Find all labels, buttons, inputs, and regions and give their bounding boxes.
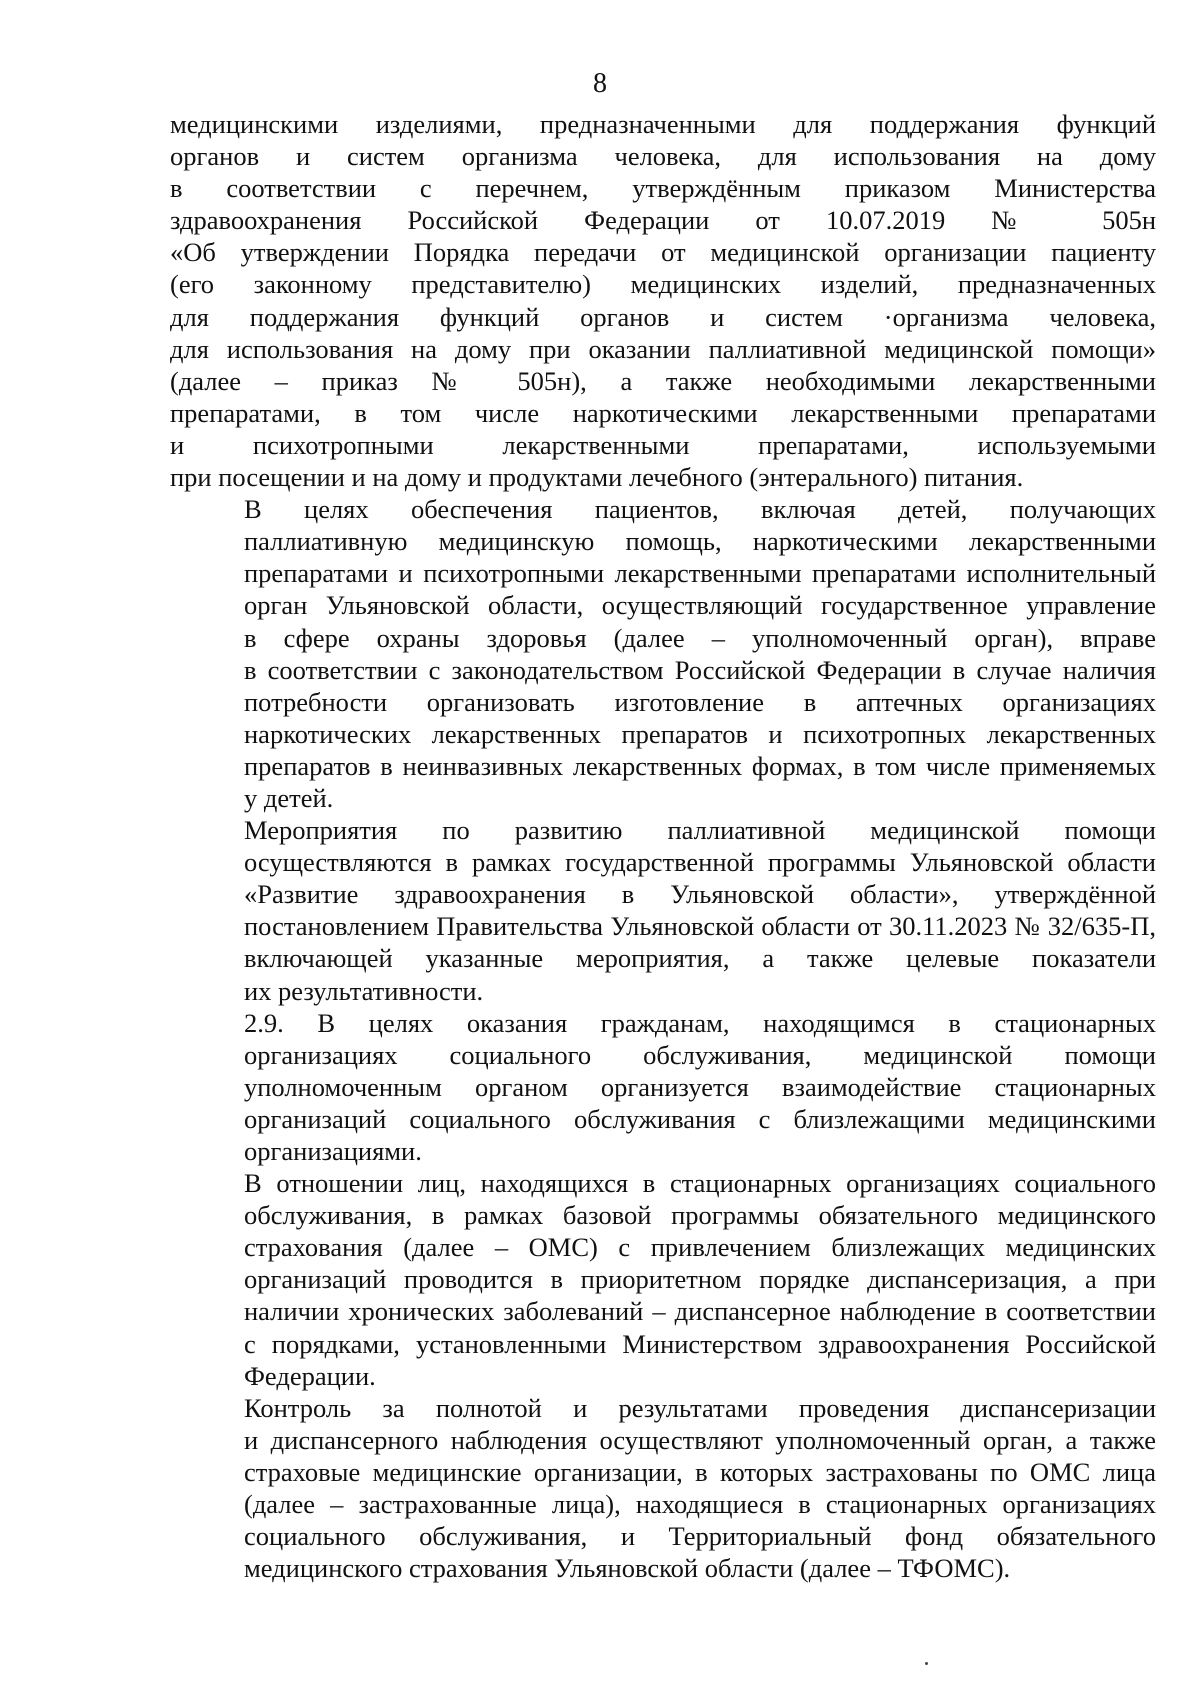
text-line: потребности организовать изготовление в аптечных организациях xyxy=(244,686,1156,717)
text-line: орган Ульяновской области, осуществляющий государственное управление xyxy=(244,590,1156,621)
paragraph xyxy=(170,1007,1156,1167)
text-line: препаратами, в том числе наркотическими лекарственными препаратами xyxy=(170,397,1156,428)
text-line: страхования (далее – ОМС) с привлечением близлежащих медицинских xyxy=(244,1232,1156,1263)
paragraph xyxy=(170,493,1156,814)
text-line: в соответствии с законодательством Российской Федерации в случае наличия xyxy=(244,654,1156,685)
paragraph xyxy=(170,1392,1156,1585)
text-line: осуществляются в рамках государственной программы Ульяновской области xyxy=(244,847,1156,878)
document-body xyxy=(170,108,1156,1584)
text-line: у детей. xyxy=(244,782,334,813)
text-line: «Об утверждении Порядка передачи от медицинской организации пациенту xyxy=(170,237,1156,268)
text-line: Контроль за полнотой и результатами проведения диспансеризации xyxy=(244,1392,1156,1423)
text-line: «Развитие здравоохранения в Ульяновской области», утверждённой xyxy=(244,879,1156,910)
text-line: включающей указанные мероприятия, а также целевые показатели xyxy=(244,943,1156,974)
text-line: страховые медицинские организации, в которых застрахованы по ОМС лица xyxy=(244,1456,1156,1487)
text-line: В целях обеспечения пациентов, включая детей, получающих xyxy=(244,494,1156,525)
text-line: социального обслуживания, и Территориальный фонд обязательного xyxy=(244,1521,1156,1552)
text-line: медицинского страхования Ульяновской области (далее – ТФОМС). xyxy=(244,1553,1011,1584)
text-line: и диспансерного наблюдения осуществляют уполномоченный орган, а также xyxy=(244,1424,1156,1455)
text-line: наркотических лекарственных препаратов и психотропных лекарственных xyxy=(244,718,1156,749)
text-line: наличии хронических заболеваний – диспансерное наблюдение в соответствии xyxy=(244,1296,1156,1327)
page-number: 8 xyxy=(593,68,607,99)
text-line: препаратами и психотропными лекарственными препаратами исполнительный xyxy=(244,558,1156,589)
text-line: органов и систем организма человека, для использования на дому xyxy=(170,141,1156,172)
text-line: Федерации. xyxy=(244,1360,376,1391)
text-line: с порядками, установленными Министерством здравоохранения Российской xyxy=(244,1328,1156,1359)
text-line: препаратов в неинвазивных лекарственных формах, в том числе применяемых xyxy=(244,750,1156,781)
text-line: медицинскими изделиями, предназначенными для поддержания функций xyxy=(170,109,1156,139)
text-line: и психотропными лекарственными препаратами, используемыми xyxy=(170,429,1156,460)
text-line: Мероприятия по развитию паллиативной медицинской помощи xyxy=(244,815,1156,846)
text-line: организациях социального обслуживания, медицинской помощи xyxy=(244,1039,1156,1070)
text-line: для поддержания функций органов и систем ·организма человека, xyxy=(170,301,1156,332)
text-line: (далее – застрахованные лица), находящиеся в стационарных организациях xyxy=(244,1489,1156,1520)
text-line: организаций социального обслуживания с близлежащими медицинскими xyxy=(244,1103,1156,1134)
text-line: (его законному представителю) медицинских изделий, предназначенных xyxy=(170,269,1156,300)
text-line: в сфере охраны здоровья (далее – уполномоченный орган), вправе xyxy=(244,622,1156,653)
text-line: В отношении лиц, находящихся в стационарных организациях социального xyxy=(244,1168,1156,1199)
paragraph xyxy=(170,108,1156,493)
text-line: (далее – приказ № 505н), а также необходимыми лекарственными xyxy=(170,365,1156,396)
text-line: их результативности. xyxy=(244,975,484,1006)
paragraph xyxy=(170,814,1156,1007)
text-line: уполномоченным органом организуется взаимодействие стационарных xyxy=(244,1071,1156,1102)
scan-speck xyxy=(925,1662,928,1665)
text-line: организациями. xyxy=(244,1136,422,1166)
text-line: для использования на дому при оказании паллиативной медицинской помощи» xyxy=(170,333,1156,364)
paragraph xyxy=(170,1167,1156,1392)
text-line: постановлением Правительства Ульяновской области от 30.11.2023 № 32/635-П, xyxy=(244,911,1156,942)
text-line: при посещении и на дому и продуктами лечебного (энтерального) питания. xyxy=(170,462,1024,493)
text-line: 2.9. В целях оказания гражданам, находящимся в стационарных xyxy=(244,1007,1156,1038)
text-line: паллиативную медицинскую помощь, наркотическими лекарственными xyxy=(244,526,1156,557)
text-line: организаций проводится в приоритетном порядке диспансеризация, а при xyxy=(244,1264,1156,1295)
text-line: здравоохранения Российской Федерации от 10.07.2019 № 505н xyxy=(170,205,1156,236)
text-line: в соответствии с перечнем, утверждённым приказом Министерства xyxy=(170,173,1156,204)
text-line: обслуживания, в рамках базовой программы обязательного медицинского xyxy=(244,1200,1156,1231)
